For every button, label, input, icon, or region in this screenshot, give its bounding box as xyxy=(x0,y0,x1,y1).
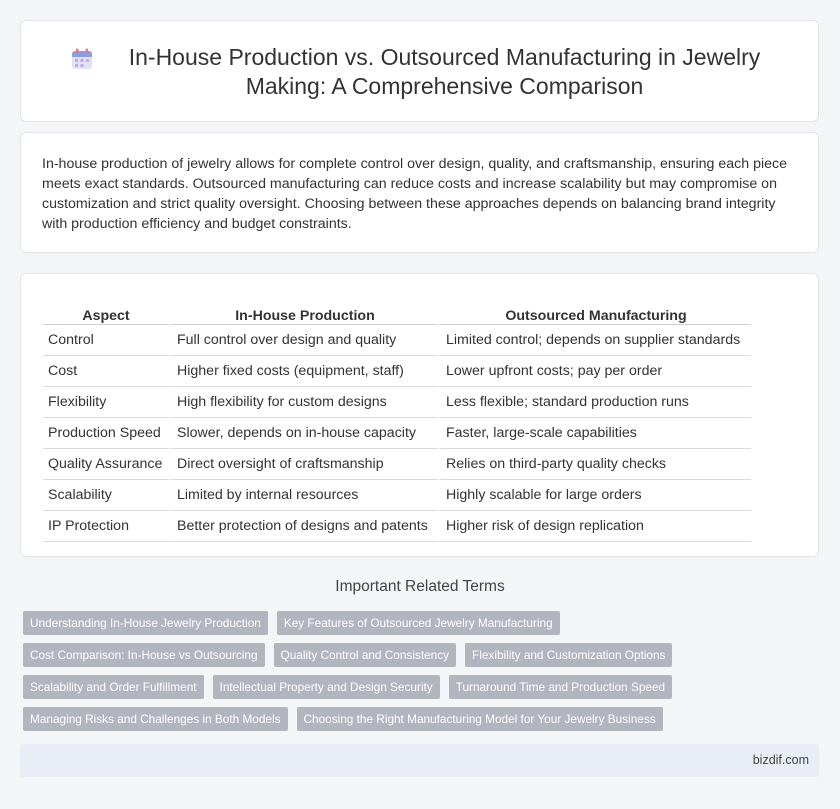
cell-aspect: Control xyxy=(43,325,169,356)
cell-outsourced: Relies on third-party quality checks xyxy=(438,449,751,480)
table-row xyxy=(43,387,751,418)
cell-aspect: Cost xyxy=(43,356,169,387)
tag-row xyxy=(23,643,823,667)
related-term-tag[interactable]: Cost Comparison: In-House vs Outsourcing xyxy=(23,643,265,667)
tag-row xyxy=(23,675,823,699)
related-term-tag[interactable]: Choosing the Right Manufacturing Model for Your Jewelry Business xyxy=(297,707,663,731)
table-row xyxy=(43,511,751,542)
cell-aspect: Scalability xyxy=(43,480,169,511)
cell-outsourced: Limited control; depends on supplier standards xyxy=(438,325,751,356)
related-term-tag[interactable]: Turnaround Time and Production Speed xyxy=(449,675,672,699)
cell-in-house: Better protection of designs and patents xyxy=(169,511,438,542)
header-outsourced: Outsourced Manufacturing xyxy=(438,294,751,325)
footer-bar xyxy=(20,744,819,777)
tag-row xyxy=(23,611,823,635)
comparison-table xyxy=(43,294,751,542)
page-title: In-House Production vs. Outsourced Manufacturing in Jewelry Making: A Comprehensive Comparison xyxy=(128,44,761,99)
header-aspect: Aspect xyxy=(43,294,169,325)
cell-outsourced: Faster, large-scale capabilities xyxy=(438,418,751,449)
cell-in-house: Slower, depends on in-house capacity xyxy=(169,418,438,449)
cell-aspect: Production Speed xyxy=(43,418,169,449)
cell-outsourced: Higher risk of design replication xyxy=(438,511,751,542)
cell-aspect: Quality Assurance xyxy=(43,449,169,480)
related-term-tag[interactable]: Quality Control and Consistency xyxy=(274,643,457,667)
cell-in-house: High flexibility for custom designs xyxy=(169,387,438,418)
table-row xyxy=(43,418,751,449)
cell-aspect: IP Protection xyxy=(43,511,169,542)
cell-in-house: Full control over design and quality xyxy=(169,325,438,356)
cell-outsourced: Highly scalable for large orders xyxy=(438,480,751,511)
related-term-tag[interactable]: Understanding In-House Jewelry Production xyxy=(23,611,268,635)
cell-in-house: Direct oversight of craftsmanship xyxy=(169,449,438,480)
cell-in-house: Limited by internal resources xyxy=(169,480,438,511)
related-term-tag[interactable]: Flexibility and Customization Options xyxy=(465,643,672,667)
table-row xyxy=(43,356,751,387)
cell-outsourced: Lower upfront costs; pay per order xyxy=(438,356,751,387)
table-header-row xyxy=(43,294,751,325)
intro-paragraph: In-house production of jewelry allows for complete control over design, quality, and craftsmanship, ensuring each piece meets exact standards. Outsourced manufacturing can reduce costs and increase scalability but may compromise on customization and strict quality oversight. Choosing between these approaches depends on balancing brand integrity with production efficiency and budget constraints. xyxy=(42,156,787,232)
related-terms-list xyxy=(23,611,823,739)
related-term-tag[interactable]: Key Features of Outsourced Jewelry Manufacturing xyxy=(277,611,560,635)
title-card xyxy=(20,20,819,122)
related-terms-heading: Important Related Terms xyxy=(335,578,505,595)
related-term-tag[interactable]: Managing Risks and Challenges in Both Models xyxy=(23,707,288,731)
table-row xyxy=(43,480,751,511)
cell-aspect: Flexibility xyxy=(43,387,169,418)
related-term-tag[interactable]: Scalability and Order Fulfillment xyxy=(23,675,204,699)
table-row xyxy=(43,325,751,356)
calendar-icon xyxy=(71,48,93,70)
site-link[interactable]: bizdif.com xyxy=(752,753,809,767)
header-in-house: In-House Production xyxy=(169,294,438,325)
intro-card xyxy=(20,132,819,253)
related-term-tag[interactable]: Intellectual Property and Design Security xyxy=(213,675,440,699)
cell-outsourced: Less flexible; standard production runs xyxy=(438,387,751,418)
comparison-card xyxy=(20,273,819,557)
tag-row xyxy=(23,707,823,731)
table-row xyxy=(43,449,751,480)
cell-in-house: Higher fixed costs (equipment, staff) xyxy=(169,356,438,387)
